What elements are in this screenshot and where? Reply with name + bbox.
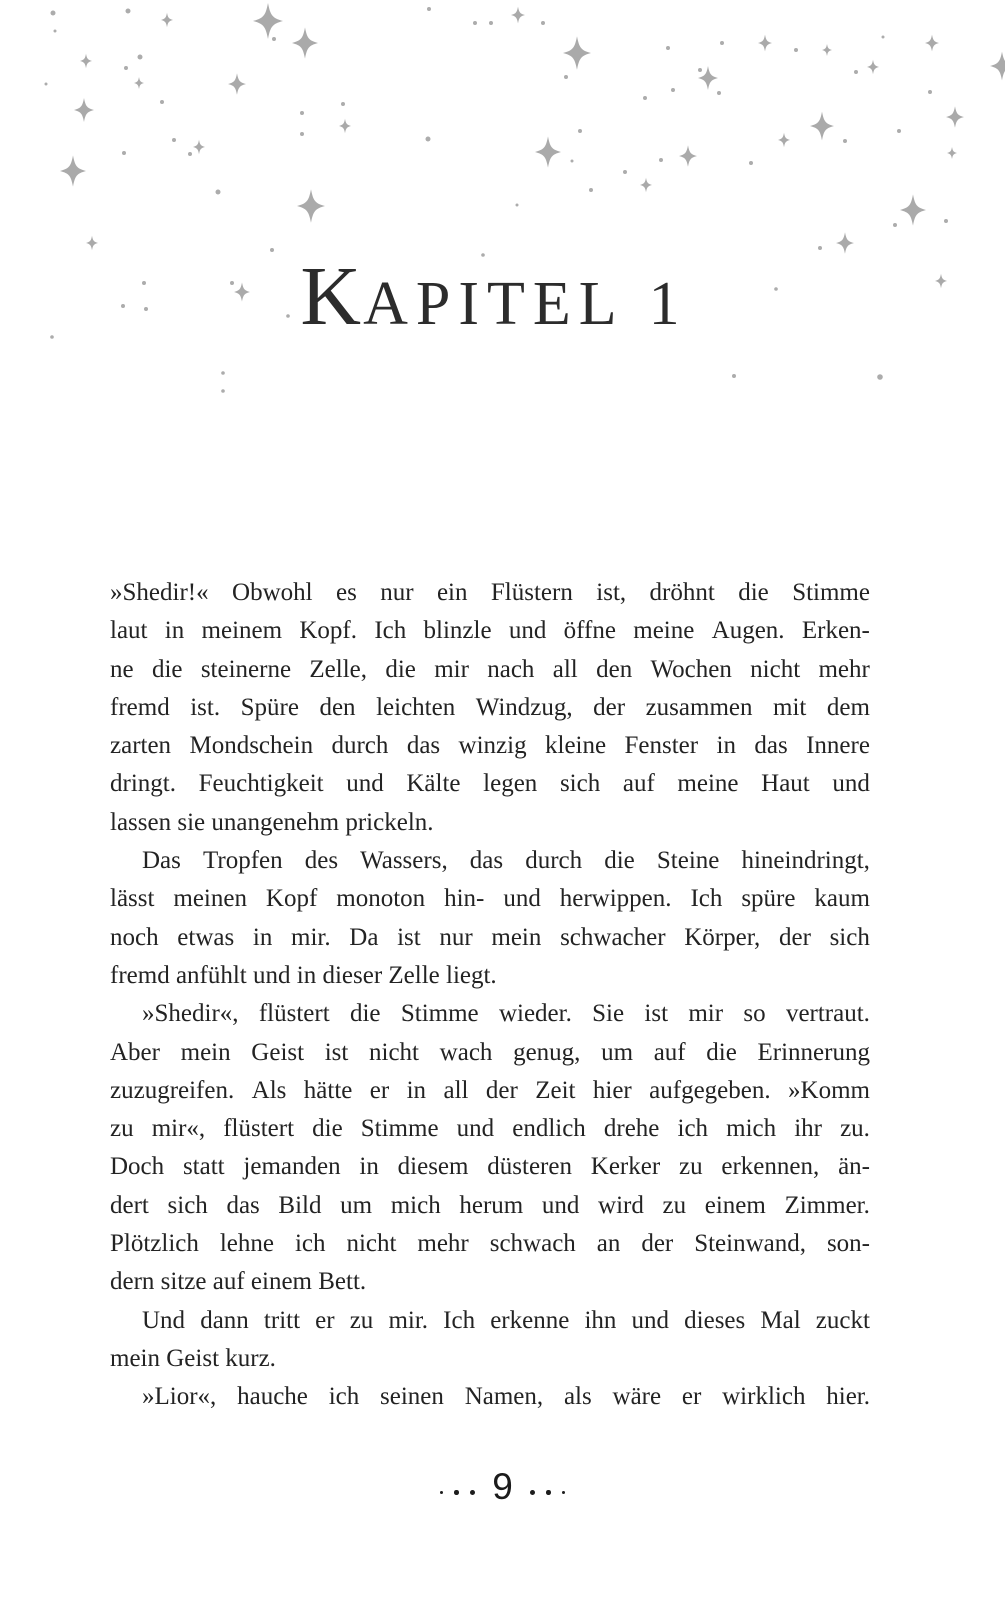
text-line: fremd anfühlt und in dieser Zelle liegt. [110,961,497,989]
text-line: zu mir«, flüstert die Stimme und endlich drehe ich mich ihr zu. [110,1115,870,1143]
star-dot [564,75,568,79]
chapter-title-rest: APITEL [363,270,625,339]
star-dot [854,70,858,74]
sparkle-icon [925,35,939,52]
text-line: Das Tropfen des Wassers, das durch die Steine hineindringt, [142,847,870,875]
star-dot [732,374,736,378]
star-dot [720,41,724,45]
star-dot [300,111,304,115]
text-line: noch etwas in mir. Da ist nur mein schwacher Körper, der sich [110,923,870,951]
text-line: »Lior«, hauche ich seinen Namen, als wäre er wirklich hier. [142,1383,870,1411]
star-dot [51,11,56,16]
sparkle-icon [698,66,718,90]
star-dot [623,170,627,174]
star-dot [578,129,582,133]
text-line: »Shedir!« Obwohl es nur ein Flüstern ist, dröhnt die Stimme [110,579,870,606]
text-line: lässt meinen Kopf monoton hin- und herwippen. Ich spüre kaum [110,885,870,913]
ornament-dot [454,1490,459,1495]
star-dot [341,102,345,106]
star-dot [843,139,847,143]
star-dot [300,132,304,136]
star-dot [122,151,126,155]
ornament-dot [562,1491,566,1495]
star-dot [671,88,675,92]
sparkle-icon [60,155,86,186]
star-dot [643,96,647,100]
chapter-title [110,250,870,344]
text-line: lassen sie unangenehm prickeln. [110,808,434,836]
sparkle-icon [297,189,325,223]
ornament-dot [546,1490,551,1495]
star-dot [516,204,519,207]
sparkle-icon [253,3,283,39]
sparkle-icon [900,194,926,225]
star-dot [188,152,192,156]
sparkle-icon [228,73,246,95]
text-line: laut in meinem Kopf. Ich blinzle und öffne meine Augen. Erken- [110,617,870,645]
star-dot [818,246,822,250]
text-line: zarten Mondschein durch das winzig kleine Fenster in das Innere [110,732,870,760]
star-dot [893,223,897,227]
sparkle-icon [990,52,1005,81]
chapter-title-initial: K [300,250,364,344]
text-line: Doch statt jemanden in diesem düsteren Kerker zu erkennen, än- [110,1153,870,1181]
page-number-left-dots [440,1490,476,1496]
star-dot [794,48,798,52]
star-dot [270,248,274,252]
sparkle-icon [867,60,879,74]
star-dot [489,21,493,25]
star-dot [897,129,901,133]
text-line: dern sitze auf einem Bett. [110,1268,367,1296]
sparkle-icon [134,77,144,89]
star-dot [473,21,477,25]
sparkle-icon [511,7,525,24]
chapter-number: 1 [648,270,680,339]
star-dot [221,389,225,393]
text-line: dert sich das Bild um mich herum und wird zu einem Zimmer. [110,1191,870,1219]
star-dot [138,55,143,60]
star-dot [221,371,225,375]
sparkle-icon [161,13,173,27]
star-dot [160,100,164,104]
ornament-dot [530,1490,536,1496]
sparkle-icon [535,136,561,167]
star-dot [426,137,431,142]
sparkle-icon [935,274,947,288]
text-line: »Shedir«, flüstert die Stimme wieder. Sie ist mir so vertraut. [142,1000,870,1028]
text-line: ne die steinerne Zelle, die mir nach all den Wochen nicht mehr [110,655,870,683]
page-number-footer [0,1468,1005,1505]
sparkle-icon [836,232,854,254]
star-dot [427,7,431,11]
star-dot [50,335,54,339]
star-dot [272,37,276,41]
text-line: Plötzlich lehne ich nicht mehr schwach an der Steinwand, son- [110,1230,870,1258]
sparkle-icon [292,27,318,58]
sparkle-icon [822,44,832,56]
sparkle-icon [640,178,652,192]
text-line: Aber mein Geist ist nicht wach genug, um auf die Erinnerung [110,1038,870,1066]
sparkle-icon [778,133,790,147]
ornament-dot [440,1491,444,1495]
sparkle-icon [946,106,964,128]
star-dot [928,90,932,94]
sparkle-icon [74,98,94,122]
sparkle-icon [679,145,697,167]
text-line: Und dann tritt er zu mir. Ich erkenne ihn und dieses Mal zuckt [142,1306,870,1334]
star-dot [717,91,721,95]
sparkle-icon [947,147,957,159]
star-dot [571,160,574,163]
star-dot [877,374,883,380]
ornament-dot [470,1490,476,1496]
text-line: zuzugreifen. Als hätte er in all der Zeit hier aufgegeben. »Komm [110,1076,870,1104]
star-dot [749,161,753,165]
sparkle-icon [80,54,92,68]
sparkle-icon [193,140,205,154]
sparkle-icon [86,236,98,250]
star-dot [172,138,176,142]
sparkle-icon [810,112,834,141]
star-dot [882,36,885,39]
sparkle-icon [339,119,351,133]
star-dot [216,190,221,195]
star-dot [126,9,131,14]
star-dot [541,21,545,25]
star-dot [659,158,663,162]
sparkle-icon [758,35,772,52]
text-line: fremd ist. Spüre den leichten Windzug, der zusammen mit dem [110,693,870,721]
text-line: dringt. Feuchtigkeit und Kälte legen sich auf meine Haut und [110,770,870,798]
star-dot [124,66,128,70]
star-dot [698,68,702,72]
star-decoration [0,0,1005,420]
body-text [110,574,870,1417]
star-dot [589,188,593,192]
page-number: 9 [492,1466,513,1507]
star-dot [54,30,57,33]
text-line: mein Geist kurz. [110,1344,276,1372]
page-number-right-dots [530,1490,566,1496]
sparkle-icon [563,36,591,70]
star-dot [944,219,948,223]
star-dot [666,46,670,50]
star-dot [45,83,48,86]
